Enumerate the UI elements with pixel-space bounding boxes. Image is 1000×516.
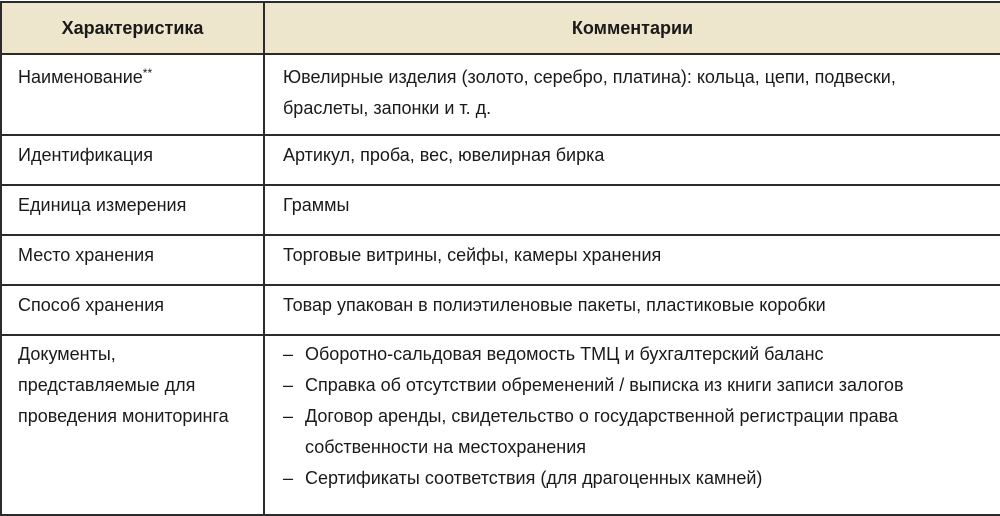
- row-label-unit: Единица измерения: [1, 185, 264, 235]
- footnote-mark: **: [142, 66, 153, 80]
- table-row: [1, 185, 1000, 235]
- documents-list: [283, 339, 984, 494]
- dash-marker: –: [283, 344, 294, 364]
- row-label-identification: Идентификация: [1, 135, 264, 185]
- table-row: [1, 235, 1000, 285]
- list-item: [283, 339, 984, 370]
- list-item: [283, 463, 984, 494]
- table-row: [1, 335, 1000, 515]
- header-characteristic: Характеристика: [1, 2, 264, 54]
- dash-marker: –: [283, 406, 294, 426]
- list-item-text: Справка об отсутствии обременений / выписка из книги записи залогов: [305, 375, 904, 395]
- row-comment-unit: Граммы: [264, 185, 1000, 235]
- table-row: [1, 135, 1000, 185]
- row-comment-storage-method: Товар упакован в полиэтиленовые пакеты, пластиковые коробки: [264, 285, 1000, 335]
- list-item-text: Договор аренды, свидетельство о государственной регистрации права собственности на местохранения: [305, 406, 899, 457]
- table-header-row: [1, 2, 1000, 54]
- row-label-documents: Документы, представляемые для проведения мониторинга: [1, 335, 264, 515]
- row-comment-identification: Артикул, проба, вес, ювелирная бирка: [264, 135, 1000, 185]
- row-comment-documents: [264, 335, 1000, 515]
- row-label-storage-place: Место хранения: [1, 235, 264, 285]
- table-row: [1, 54, 1000, 135]
- row-label-text: Наименование: [18, 67, 143, 87]
- list-item-text: Сертификаты соответствия (для драгоценных камней): [305, 468, 763, 488]
- dash-marker: –: [283, 375, 294, 395]
- list-item: [283, 401, 984, 463]
- table-row: [1, 285, 1000, 335]
- row-comment-storage-place: Торговые витрины, сейфы, камеры хранения: [264, 235, 1000, 285]
- row-label-storage-method: Способ хранения: [1, 285, 264, 335]
- dash-marker: –: [283, 468, 294, 488]
- row-comment-name: Ювелирные изделия (золото, серебро, платина): кольца, цепи, подвески, браслеты, запонки и т. д.: [264, 54, 1000, 135]
- characteristics-table: [0, 1, 1000, 516]
- row-label-name: [1, 54, 264, 135]
- header-comments: Комментарии: [264, 2, 1000, 54]
- list-item: [283, 370, 984, 401]
- list-item-text: Оборотно-сальдовая ведомость ТМЦ и бухгалтерский баланс: [305, 344, 824, 364]
